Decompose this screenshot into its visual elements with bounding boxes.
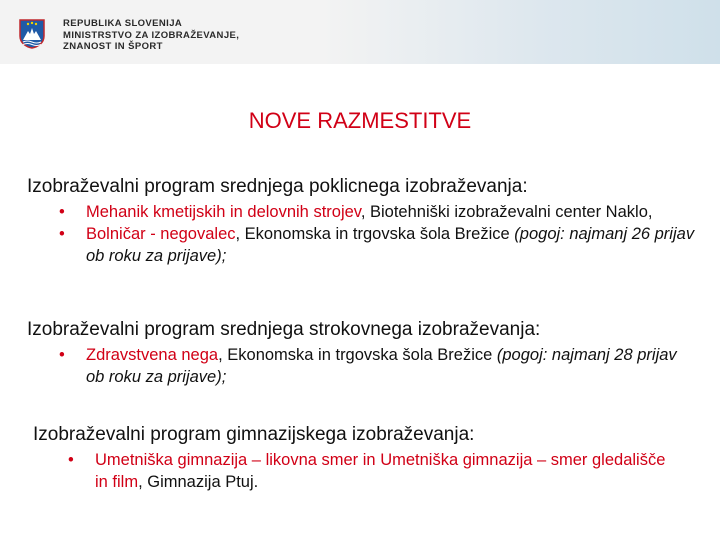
list-item (59, 223, 699, 267)
section-heading-professional: Izobraževalni program srednjega strokovnega izobraževanja: (27, 319, 541, 340)
program-name: Mehanik kmetijskih in delovnih strojev (86, 203, 361, 221)
bullet-icon: • (59, 225, 65, 243)
bullet-icon: • (59, 346, 65, 364)
header-banner (0, 0, 720, 64)
condition-note: (pogoj: najmanj 26 prijav ob roku za prijave); (86, 225, 695, 265)
list-gymnasium (68, 449, 678, 493)
section-heading-gymnasium: Izobraževalni program gimnazijskega izobraževanja: (33, 424, 475, 445)
slide-title: NOVE RAZMESTITVE (248, 108, 472, 133)
list-item (59, 344, 684, 388)
program-name: Zdravstvena nega (86, 346, 219, 364)
section-heading-vocational: Izobraževalni program srednjega poklicnega izobraževanja: (27, 176, 528, 197)
list-professional (59, 344, 684, 388)
ministry-line: MINISTRSTVO ZA IZOBRAŽEVANJE, (63, 29, 240, 41)
school-name: , Ekonomska in trgovska šola Brežice (235, 225, 515, 243)
condition-note: (pogoj: najmanj 28 prijav ob roku za prijave); (86, 346, 677, 386)
ministry-name (63, 18, 239, 53)
list-vocational (59, 201, 699, 267)
program-name: Umetniška gimnazija – likovna smer in Umetniška gimnazija – smer gledališče in film (95, 451, 666, 491)
list-item (68, 449, 678, 493)
school-name: , Ekonomska in trgovska šola Brežice (218, 346, 497, 364)
school-name: , Gimnazija Ptuj. (138, 473, 259, 491)
bullet-icon: • (68, 451, 74, 469)
school-name: , Biotehniški izobraževalni center Naklo, (360, 203, 653, 221)
ministry-line: ZNANOST IN ŠPORT (63, 41, 163, 52)
list-item (59, 201, 699, 223)
program-name: Bolničar - negovalec (86, 225, 236, 243)
ministry-line: REPUBLIKA SLOVENIJA (63, 18, 183, 29)
bullet-icon: • (59, 203, 65, 221)
slovenia-crest-icon (19, 19, 45, 49)
